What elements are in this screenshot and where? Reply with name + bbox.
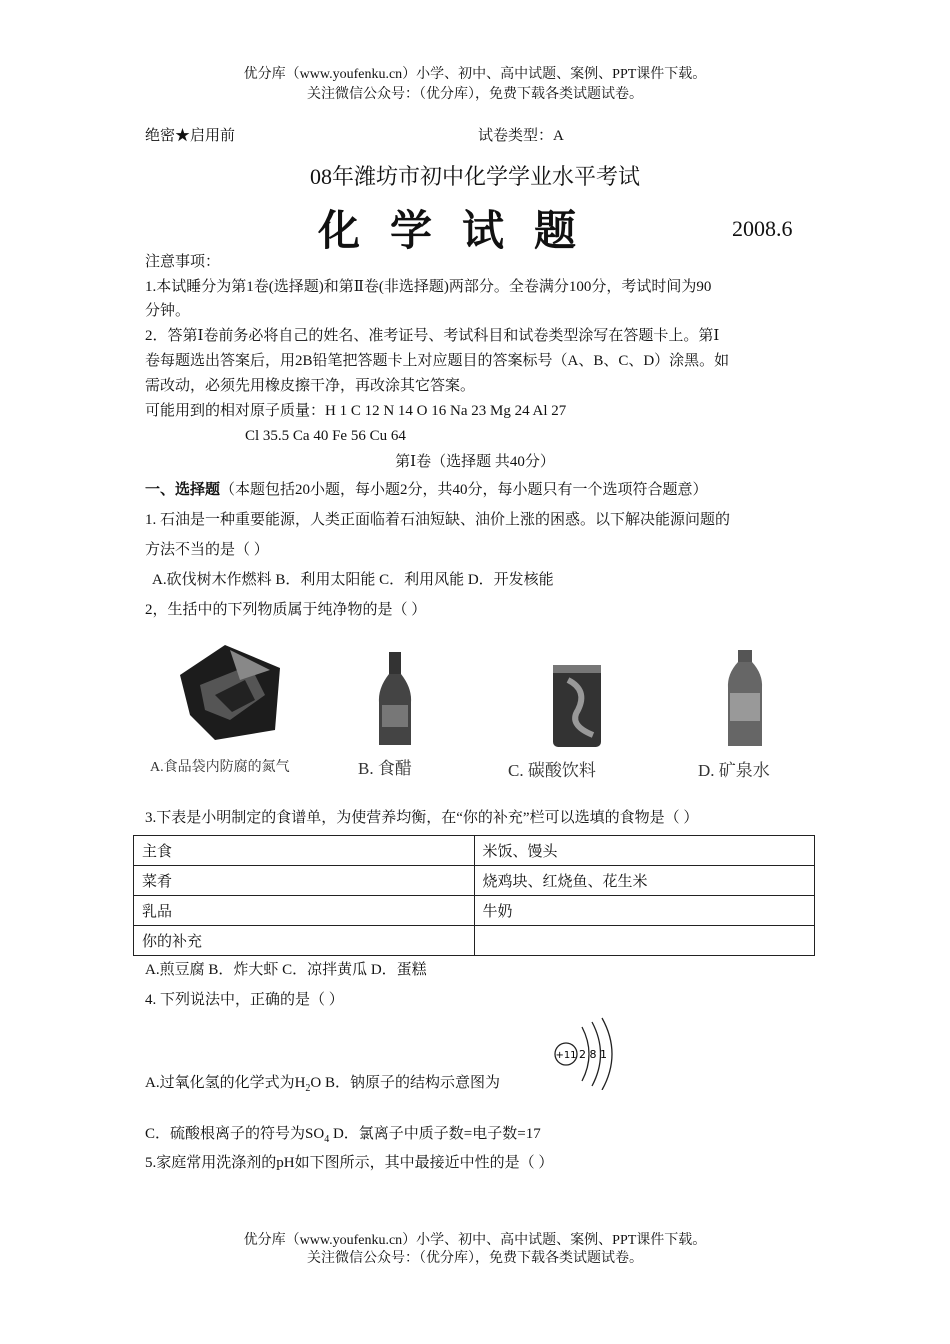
q1-options: A.砍伐树木作燃料 B．利用太阳能 C．利用风能 D．开发核能 — [152, 572, 554, 588]
note-2b: 卷每题选出答案后，用2B铅笔把答题卡上对应题目的答案标号（A、B、C、D）涂黑。如 — [145, 353, 730, 369]
part-header — [145, 480, 708, 500]
nitrogen-bag-image — [170, 640, 300, 750]
mineral-water-bottle-image — [722, 648, 768, 750]
q2-caption-d: D. 矿泉水 — [698, 761, 770, 780]
site-header-line1: 优分库（www.youfenku.cn）小学、初中、高中试题、案例、PPT课件下载。 — [243, 67, 707, 82]
q4-option-a-text: A.过氧化氢的化学式为H — [145, 1075, 306, 1091]
q2-caption-c: C. 碳酸饮料 — [508, 761, 596, 780]
note-1b: 分钟。 — [145, 303, 191, 319]
vinegar-bottle-image — [370, 650, 420, 750]
q2-caption-a: A.食品袋内防腐的氮气 — [150, 760, 290, 775]
q4-options-cd — [145, 1124, 541, 1150]
table-row — [134, 836, 815, 866]
paper-type: 试卷类型：A — [478, 128, 564, 144]
part-description: （本题包括20小题，每小题2分，共40分，每小题只有一个选项符合题意） — [220, 482, 708, 498]
table-cell: 菜肴 — [134, 866, 475, 896]
site-header-line2: 关注微信公众号：（优分库），免费下载各类试题试卷。 — [307, 87, 643, 102]
soda-can-image — [548, 660, 608, 750]
exam-subtitle: 08年潍坊市初中化学学业水平考试 — [309, 164, 640, 189]
q3-stem: 3.下表是小明制定的食谱单，为使营养均衡，在“你的补充”栏可以选填的食物是（ ） — [145, 810, 699, 826]
table-row — [134, 866, 815, 896]
sodium-atom-diagram — [552, 1015, 622, 1090]
q1-stem-1: 1. 石油是一种重要能源，人类正面临着石油短缺、油价上涨的困惑。以下解决能源问题的 — [145, 512, 731, 528]
note-1a: 1.本试睡分为第1卷(选择题)和第Ⅱ卷(非选择题)两部分。全卷满分100分，考试时间为90 — [145, 279, 712, 295]
table-cell — [474, 926, 815, 956]
table-row — [134, 926, 815, 956]
q2-stem: 2，生括中的下列物质属于纯净物的是（ ） — [145, 602, 427, 618]
notes-heading: 注意事项： — [145, 254, 221, 270]
site-footer-line2: 关注微信公众号：（优分库），免费下载各类试题试卷。 — [307, 1251, 643, 1266]
q4-option-c-subscript: 4 — [324, 1134, 330, 1145]
exam-date: 2008.6 — [732, 216, 793, 241]
table-cell: 米饭、馒头 — [474, 836, 815, 866]
q4-option-b-text: O B．钠原子的结构示意图为 — [310, 1075, 501, 1091]
note-2a: 2．答第Ⅰ卷前务必将自己的姓名、准考证号、考试科目和试卷类型涂写在答题卡上。第Ⅰ — [145, 328, 720, 344]
part-label: 一、选择题 — [145, 482, 221, 498]
diet-table — [133, 835, 815, 956]
atom-nucleus-label: +11 — [555, 1050, 577, 1061]
section-title: 第Ⅰ卷（选择题 共40分） — [395, 454, 555, 470]
table-cell: 牛奶 — [474, 896, 815, 926]
q4-option-c-text: C．硫酸根离子的符号为SO — [145, 1126, 325, 1142]
q2-caption-b: B. 食醋 — [358, 759, 412, 778]
atom-shells-label: 2 8 1 — [579, 1048, 607, 1061]
table-cell: 主食 — [134, 836, 475, 866]
secret-label: 绝密★启用前 — [145, 128, 236, 144]
q4-option-a-subscript: 2 — [305, 1083, 311, 1094]
atomic-masses-1: 可能用到的相对原子质量：H 1 C 12 N 14 O 16 Na 23 Mg 24 Al 27 — [145, 403, 567, 419]
q4-stem: 4. 下列说法中，正确的是（ ） — [145, 992, 344, 1008]
site-footer-line1: 优分库（www.youfenku.cn）小学、初中、高中试题、案例、PPT课件下载。 — [243, 1233, 707, 1248]
q3-options: A.煎豆腐 B．炸大虾 C．凉拌黄瓜 D．蛋糕 — [145, 962, 427, 978]
table-row — [134, 896, 815, 926]
q4-option-d-text: D．氯离子中质子数=电子数=17 — [329, 1126, 541, 1142]
note-2c: 需改动，必须先用橡皮擦干净，再改涂其它答案。 — [145, 378, 476, 394]
exam-title: 化学试题 — [318, 206, 607, 255]
table-cell: 烧鸡块、红烧鱼、花生米 — [474, 866, 815, 896]
q5-stem: 5.家庭常用洗涤剂的pH如下图所示，其中最接近中性的是（ ） — [145, 1155, 554, 1171]
q1-stem-2: 方法不当的是（ ） — [145, 542, 269, 558]
table-cell: 你的补充 — [134, 926, 475, 956]
table-cell: 乳品 — [134, 896, 475, 926]
q4-options-ab — [145, 1073, 500, 1099]
atomic-masses-2: Cl 35.5 Ca 40 Fe 56 Cu 64 — [245, 428, 406, 444]
